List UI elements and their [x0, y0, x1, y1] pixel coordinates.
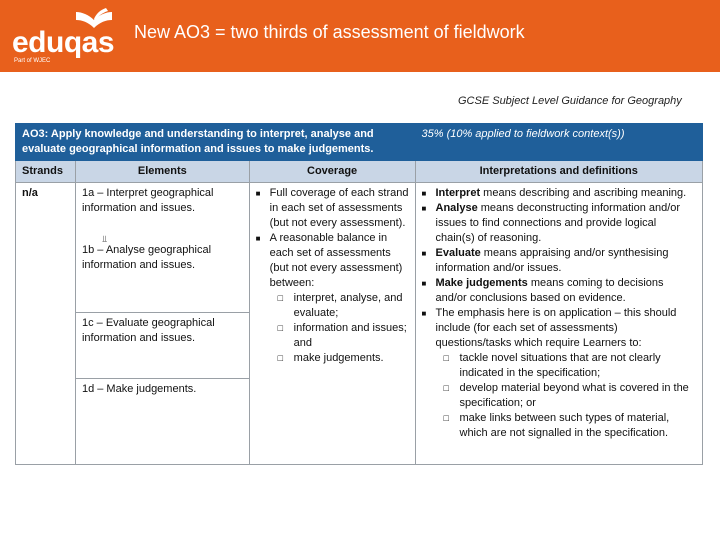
coverage-cell: [249, 183, 415, 465]
definitions-cell: [415, 183, 703, 465]
header-coverage: Coverage: [249, 161, 415, 183]
definition-item: [422, 246, 697, 276]
cursor-marker-icon: ⫫: [101, 234, 108, 244]
ao-header-row: [16, 124, 703, 161]
definition-subitem: □ develop material beyond what is covered in the specification; or: [444, 381, 697, 411]
coverage-list: [256, 186, 409, 366]
element-1d: 1d – Make judgements.: [81, 383, 197, 395]
coverage-subitem: □ make judgements.: [278, 351, 409, 366]
definition-term: Analyse: [435, 202, 478, 214]
definition-text: means describing and ascribing meaning.: [480, 187, 687, 199]
definition-term: Evaluate: [435, 247, 481, 259]
header-elements: Elements: [75, 161, 249, 183]
header-interpretations: Interpretations and definitions: [415, 161, 703, 183]
definition-term: Make judgements: [435, 277, 528, 289]
definition-item: [422, 201, 697, 246]
brand-name: eduqas: [12, 26, 115, 59]
table-row: [16, 183, 703, 465]
definitions-list: [422, 186, 697, 441]
ao-percentage: 35% (10% applied to fieldwork context(s)): [415, 124, 703, 161]
element-1c: 1c – Evaluate geographical information and issues.: [81, 317, 215, 344]
element-block: [76, 183, 249, 313]
coverage-sublist: [278, 291, 409, 366]
definition-text: means deconstructing information and/or issues to find connections and provide logical chain(s) of reasoning.: [435, 202, 681, 244]
coverage-subitem: □ interpret, analyse, and evaluate;: [278, 291, 409, 321]
ao3-table: [15, 123, 703, 465]
elements-cell: [75, 183, 249, 465]
element-block: [76, 313, 249, 379]
header-bar: [0, 0, 720, 72]
definition-text: means appraising and/or synthesising information and/or issues.: [435, 247, 669, 274]
coverage-subitem: □ information and issues; and: [278, 321, 409, 351]
definition-item: [422, 276, 697, 306]
definition-subitem: □ make links between such types of material, which are not signalled in the specification.: [444, 411, 697, 441]
definitions-sublist: [444, 351, 697, 441]
definition-item: [422, 186, 697, 201]
definition-text: means coming to decisions and/or conclusions based on evidence.: [435, 277, 664, 304]
definition-subitem: □ tackle novel situations that are not clearly indicated in the specification;: [444, 351, 697, 381]
header-strands: Strands: [16, 161, 76, 183]
strand-cell: n/a: [16, 183, 76, 465]
definition-item: [422, 306, 697, 441]
coverage-item-text: A reasonable balance in each set of assessments (but not every assessment) between:: [269, 232, 403, 289]
coverage-item: ■ Full coverage of each strand in each set of assessments (but not every assessment).: [256, 186, 409, 231]
ao-title: AO3: Apply knowledge and understanding to interpret, analyse and evaluate geographical information and issues to make judgements.: [16, 124, 416, 161]
definition-term: Interpret: [435, 187, 481, 199]
definition-text: The emphasis here is on application – this should include (for each set of assessments) questions/tasks which require Learners to:: [435, 307, 677, 349]
eduqas-logo: [12, 8, 122, 66]
coverage-item: [256, 231, 409, 366]
element-1b: 1b – Analyse geographical information and issues.: [81, 244, 212, 271]
column-header-row: [16, 161, 703, 183]
slide-title: New AO3 = two thirds of assessment of fieldwork: [134, 22, 525, 42]
element-block: [76, 379, 249, 463]
guidance-caption: GCSE Subject Level Guidance for Geography: [458, 95, 682, 107]
brand-subtitle: Part of WJEC: [14, 58, 51, 64]
element-1a: 1a – Interpret geographical information and issues.: [81, 187, 214, 214]
